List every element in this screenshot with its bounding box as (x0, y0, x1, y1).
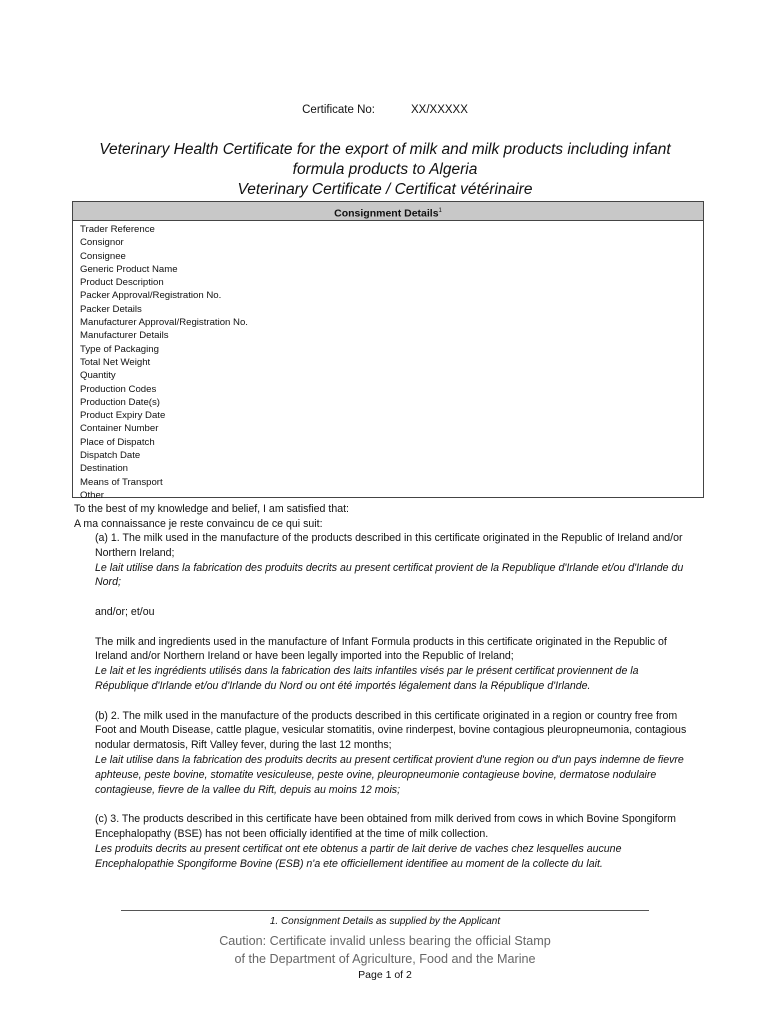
certificate-title (60, 140, 710, 200)
field-packer-approval: Packer Approval/Registration No. (80, 290, 222, 302)
field-container-number: Container Number (80, 423, 159, 435)
field-consignor: Consignor (80, 237, 124, 249)
caution-line-2: of the Department of Agriculture, Food and the Marine (234, 952, 536, 966)
title-line-2: formula products to Algeria (292, 161, 478, 178)
field-type-of-packaging: Type of Packaging (80, 343, 159, 355)
field-place-of-dispatch: Place of Dispatch (80, 436, 155, 448)
field-trader-reference: Trader Reference (80, 224, 155, 235)
footnote-marker: 1 (438, 208, 442, 214)
field-manufacturer-approval: Manufacturer Approval/Registration No. (80, 317, 248, 329)
clause-infant-formula-english: The milk and ingredients used in the manufacture of Infant Formula products in this certificate originated in the Republic of Ireland and/or Northern Ireland or have been legally imported into the Republic of Ireland; (95, 635, 667, 663)
field-product-description: Product Description (80, 277, 164, 289)
field-quantity: Quantity (80, 370, 116, 382)
field-destination: Destination (80, 463, 128, 475)
and-or-text: and/or; et/ou (95, 605, 155, 618)
field-packer-details: Packer Details (80, 303, 142, 315)
field-production-codes: Production Codes (80, 383, 157, 395)
intro-english: To the best of my knowledge and belief, I am satisfied that: (74, 503, 350, 515)
clause-a-french: Le lait utilise dans la fabrication des produits decrits au present certificat provient de la Republique d'Irlande et/ou d'Irlande du Nord; (95, 561, 684, 589)
clause-b-english: (b) 2. The milk used in the manufacture of the products described in this certificate originated in a region or country free from Foot and Mouth Disease, cattle plague, vesicular stomatitis, ovine rinderpest, bovine contagious pleuropneumonia, contagious nodular dermatosis, Rift Valley fever, during the last 12 months; (95, 709, 687, 752)
consignment-details-header (73, 202, 703, 221)
clause-b-french: Le lait utilise dans la fabrication des produits decrits au present certificat provient d'une region ou d'un pays indemne de fievre aphteuse, peste bovine, stomatite vesiculeuse, peste ovine, pleuropneumonie contagieuse bovine, dermatose nodulaire contagieuse, fievre de la vallee du Rift, depuis au moins 12 mois; (95, 753, 684, 796)
consignment-details-box (72, 201, 704, 501)
certificate-number-label: Certificate No: (302, 104, 375, 116)
footer-divider (121, 910, 649, 911)
consignment-header-label: Consignment Details (334, 207, 439, 220)
paragraph-gap (95, 590, 693, 605)
consignment-field-list (73, 221, 703, 502)
field-consignee: Consignee (80, 250, 126, 262)
page-number: Page 1 of 2 (358, 969, 412, 981)
field-dispatch-date: Dispatch Date (80, 450, 141, 462)
field-generic-product-name: Generic Product Name (80, 263, 178, 275)
paragraph-gap (95, 694, 693, 709)
caution-line-1: Caution: Certificate invalid unless bearing the official Stamp (219, 934, 551, 948)
clause-c-french: Les produits decrits au present certificat ont ete obtenus a partir de lait derive de vaches chez lesquelles aucune Encephalopathie Spongiforme Bovine (ESB) n'a ete officiellement identifiee au moment de la collecte du lait. (95, 842, 622, 870)
field-means-of-transport: Means of Transport (80, 476, 163, 488)
certificate-number-value: XX/XXXXX (410, 104, 468, 116)
title-line-3: Veterinary Certificate / Certificat vétérinaire (237, 181, 533, 198)
field-total-net-weight: Total Net Weight (80, 356, 151, 368)
certificate-number-line (0, 104, 770, 116)
declaration-intro (74, 502, 694, 532)
field-production-dates: Production Date(s) (80, 396, 160, 408)
clause-a-english: (a) 1. The milk used in the manufacture of the products described in this certificate originated in the Republic of Ireland and/or Northern Ireland; (95, 532, 683, 559)
footnote: 1. Consignment Details as supplied by the Applicant (269, 916, 501, 927)
field-product-expiry-date: Product Expiry Date (80, 410, 166, 422)
intro-french: A ma connaissance je reste convaincu de ce qui suit: (74, 517, 323, 530)
paragraph-gap (95, 620, 693, 635)
clause-infant-formula-french: Le lait et les ingrédients utilisés dans la fabrication des laits infantiles visés par le présent certificat proviennent de la République d'Irlande et/ou d'Irlande du Nord ou ont été importés légalement dans la République d'Irlande. (95, 665, 639, 692)
clause-c-english: (c) 3. The products described in this certificate have been obtained from milk derived from cows in which Bovine Spongiform Encephalopathy (BSE) has not been officially identified at the time of milk collection. (95, 813, 676, 840)
field-other: Other (80, 489, 104, 501)
title-line-1: Veterinary Health Certificate for the export of milk and milk products including infant (99, 141, 671, 158)
caution-notice (0, 932, 770, 968)
declaration-clauses (95, 531, 693, 871)
field-manufacturer-details: Manufacturer Details (80, 330, 169, 342)
paragraph-gap (95, 797, 693, 812)
